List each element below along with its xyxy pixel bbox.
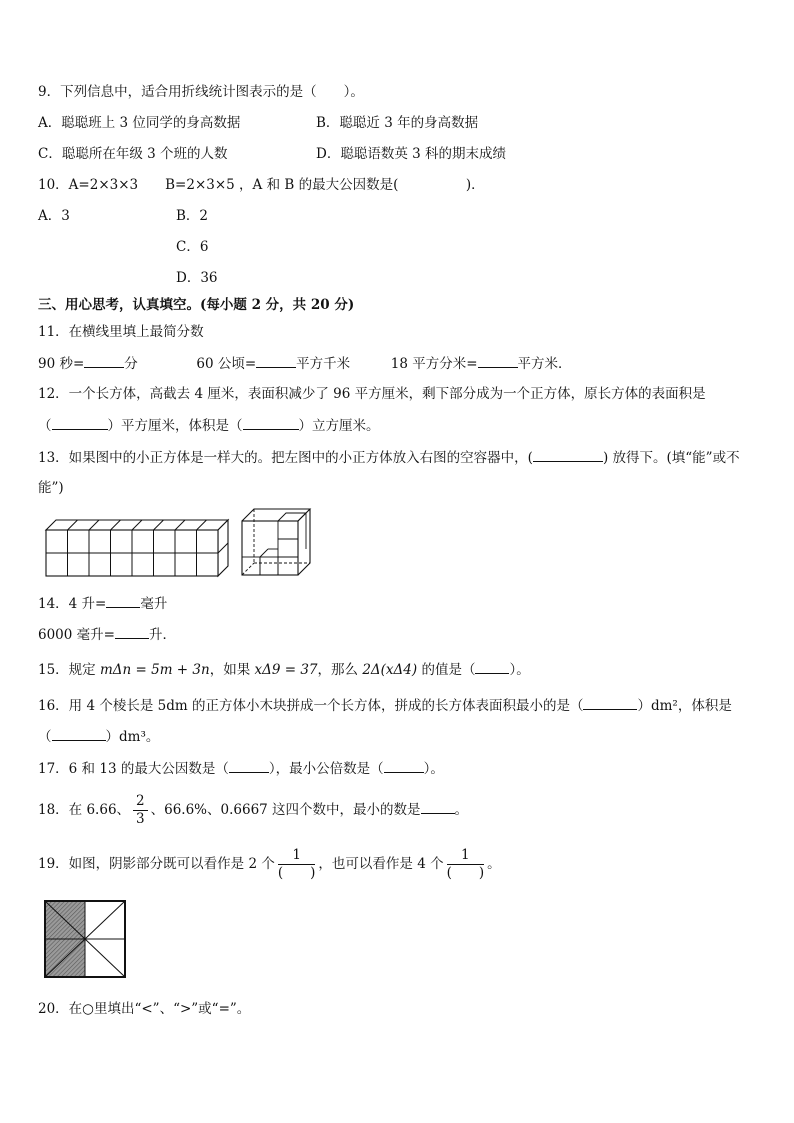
q16-line1: 16．用 4 个棱长是 5dm 的正方体小木块拼成一个长方体，拼成的长方体表面积最小的是（ ）dm²，体积是 (38, 695, 732, 716)
q11-blank-3[interactable] (478, 353, 518, 368)
q11-part1-label: 90 秒= (38, 356, 85, 372)
q13-left-cuboid-figure (44, 516, 230, 578)
q13-line1: 13．如果图中的小正方体是一样大的。把左图中的小正方体放入右图的空容器中，( ) 放得下。(填“能”或不 (38, 447, 740, 468)
q15-expression: 2Δ(xΔ4) (362, 662, 418, 678)
q18-fraction: $\frac{2}{3}$ (133, 793, 148, 828)
q12-line1: 12．一个长方体，高截去 4 厘米，表面积减少了 96 平方厘米，剩下部分成为一个正方体，原长方体的表面积是 (38, 386, 706, 402)
q12-blank-2[interactable] (243, 415, 299, 430)
q11-part2-unit: 平方千米 (296, 356, 351, 372)
q15-blank[interactable] (475, 659, 509, 674)
section-title: 三、用心思考，认真填空。(每小题 2 分，共 20 分) (38, 297, 355, 313)
q9-option-b: B．聪聪近 3 年的身高数据 (316, 115, 479, 131)
q10-option-a: A．3 (38, 208, 70, 224)
q11-part3-label: 18 平方分米= (390, 356, 478, 372)
q19-shaded-square-figure (42, 898, 128, 980)
q10-option-b: B．2 (176, 208, 209, 224)
q17-blank-2[interactable] (384, 758, 424, 773)
q9-option-c: C．聪聪所在年级 3 个班的人数 (38, 146, 228, 162)
q13-line2: 能”) (38, 480, 64, 496)
q12-line2: （ ）平方厘米，体积是（ ）立方厘米。 (38, 415, 380, 436)
q15-condition: xΔ9 = 37 (254, 662, 318, 678)
q11-blank-1[interactable] (84, 353, 124, 368)
q15-line: 15．规定 mΔn = 5m + 3n，如果 xΔ9 = 37，那么 2Δ(xΔ4) 的值是（ ）。 (38, 659, 530, 680)
q17-blank-1[interactable] (229, 758, 269, 773)
q18-blank[interactable] (421, 799, 455, 814)
q10-stem: 10．A=2×3×3 B=2×3×5 ，A 和 B 的最大公因数是( )． (38, 177, 485, 193)
q17-line: 17．6 和 13 的最大公因数是（ ），最小公倍数是（ ）。 (38, 758, 444, 779)
q13-right-container-figure (240, 507, 312, 579)
q9-stem: 9．下列信息中，适合用折线统计图表示的是（ ）。 (38, 84, 364, 100)
q11-stem: 11．在横线里填上最简分数 (38, 324, 204, 340)
q11-blank-2[interactable] (256, 353, 296, 368)
q19-line: 19．如图，阴影部分既可以看作是 2 个 $\frac{1}{( )}$ ，也可以看作是 4 个 $\frac{1}{( )}$ 。 (38, 847, 501, 881)
q15-rule: mΔn = 5m + 3n (99, 662, 210, 678)
q14-line2: 6000 毫升= 升． (38, 624, 176, 645)
q14-blank-1[interactable] (106, 593, 140, 608)
q9-option-a: A．聪聪班上 3 位同学的身高数据 (38, 115, 241, 131)
q16-line2: （ ）dm³。 (38, 726, 159, 747)
q18-line: 18．在 6.66、 $\frac{2}{3}$ 、66.6%、0.6667 这四个数中，最小的数是 。 (38, 793, 469, 827)
q13-blank[interactable] (533, 447, 603, 462)
q10-option-c: C．6 (176, 239, 209, 255)
q10-option-d: D．36 (176, 270, 218, 286)
q9-option-d: D．聪聪语数英 3 科的期末成绩 (316, 146, 506, 162)
q11-part3-unit: 平方米． (517, 356, 572, 372)
q12-blank-1[interactable] (52, 415, 108, 430)
q11-parts (38, 353, 572, 374)
q16-blank-2[interactable] (52, 726, 106, 741)
q19-fraction-1: $\frac{1}{( )}$ (277, 847, 316, 881)
q16-blank-1[interactable] (583, 695, 637, 710)
q14-blank-2[interactable] (115, 624, 149, 639)
q11-part1-unit: 分 (124, 356, 138, 372)
q11-part2-label: 60 公顷= (196, 356, 257, 372)
q14-line1: 14．4 升= 毫升 (38, 593, 167, 614)
q19-fraction-2: $\frac{1}{( )}$ (446, 847, 485, 881)
q20-stem: 20．在○里填出“<”、“>”或“=”。 (38, 1001, 251, 1017)
